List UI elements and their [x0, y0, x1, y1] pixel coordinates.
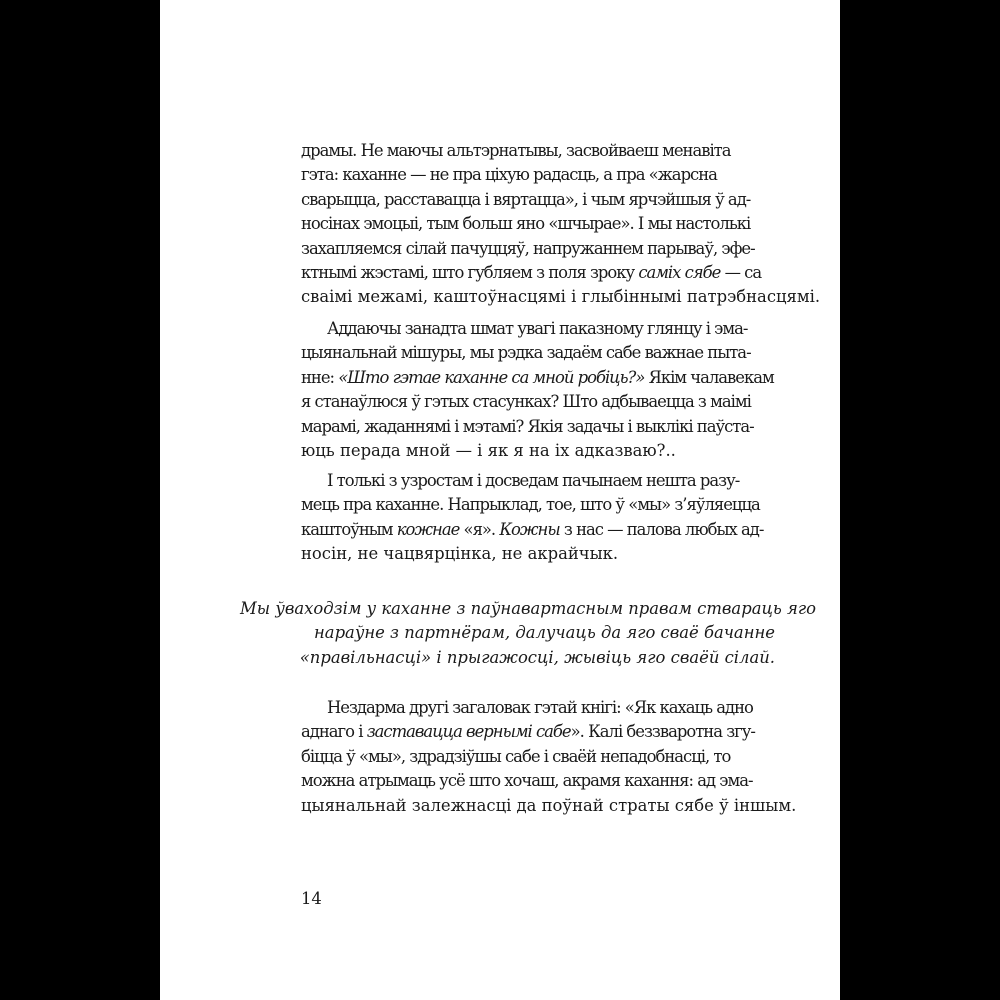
text-line: носінах эмоцыі, тым больш яно «шчырае». І мы настолькі — [301, 214, 751, 234]
text-line: каштоўным кожнае «я». Кожны з нас — палова любых ад- — [301, 519, 764, 539]
quote-line: нараўне з партнёрам, далучаць да яго сваё бачанне — [314, 623, 775, 643]
text-line: ктнымі жэстамі, што губляем з поля зроку самiх сябе — са — [301, 262, 762, 282]
paragraph-2 — [301, 317, 774, 463]
text-line: цыянальнай мішуры, мы рэдка задаём сабе важнае пыта- — [301, 343, 751, 363]
text-line: Нездарма другі загаловак гэтай кнігі: «Як кахаць адно — [327, 698, 753, 717]
text-line: біцца ў «мы», здрадзіўшы сабе і сваёй непадобнасці, то — [301, 746, 731, 766]
text-line: цыянальнай залежнасці да поўнай страты сябе ў іншым. — [301, 795, 797, 815]
emphasis: самiх сябе — [638, 262, 721, 282]
text-line: можна атрымаць усё што хочаш, акрамя кахання: ад эма- — [301, 771, 753, 791]
emphasis: «Што гэтае каханне са мной робіць?» — [338, 367, 645, 387]
quote-line: Мы ўваходзім у каханне з паўнавартасным правам ствараць яго — [240, 599, 817, 618]
text-line: драмы. Не маючы альтэрнатывы, засвойваеш менавіта — [301, 141, 731, 160]
text-line: захапляемся сілай пачуццяў, напружаннем парываў, эфе- — [301, 238, 755, 258]
paragraph-3 — [301, 469, 764, 567]
text-line: нне: «Што гэтае каханне са мной робіць?» Якім чалавекам — [301, 367, 774, 387]
emphasis: Кожны — [499, 519, 560, 539]
text-line: І толькі з узростам і досведам пачынаем нешта разу- — [327, 471, 740, 490]
emphasis: кожнае — [396, 519, 460, 539]
pull-quote — [240, 597, 817, 670]
text-line: носін, не чацвярцінка, не акрайчык. — [301, 544, 619, 564]
text-line: сваімі межамі, каштоўнасцямі і глыбіннымі патрэбнасцямі. — [301, 287, 821, 307]
text-line: я станаўлюся ў гэтых стасунках? Што адбываецца з маімі — [301, 392, 751, 412]
page-number: 14 — [301, 889, 322, 908]
paragraph-4 — [301, 696, 797, 818]
text-line: аднаго і заставацца вернымі сабе». Калі беззваротна згу- — [301, 722, 755, 742]
paragraph-1 — [301, 139, 821, 310]
text-line: мець пра каханне. Напрыклад, тое, што ў «мы» з’яўляецца — [301, 495, 760, 515]
book-page — [160, 0, 840, 1000]
text-line: юць перада мной — і як я на іх адказваю?.. — [301, 440, 676, 460]
text-line: гэта: каханне — не пра ціхую радасць, а пра «жарсна — [301, 165, 717, 185]
emphasis: заставацца вернымі сабе — [366, 722, 571, 742]
quote-line: «правільнасці» і прыгажосці, жывіць яго сваёй сілай. — [299, 647, 775, 667]
text-line: сварыцца, расставацца і вяртацца», і чым ярчэйшыя ў ад- — [301, 189, 751, 209]
text-line: Аддаючы занадта шмат увагі паказному глянцу і эма- — [327, 319, 748, 338]
text-line: марамі, жаданнямі і мэтамі? Якія задачы і выклікі паўста- — [301, 416, 754, 436]
